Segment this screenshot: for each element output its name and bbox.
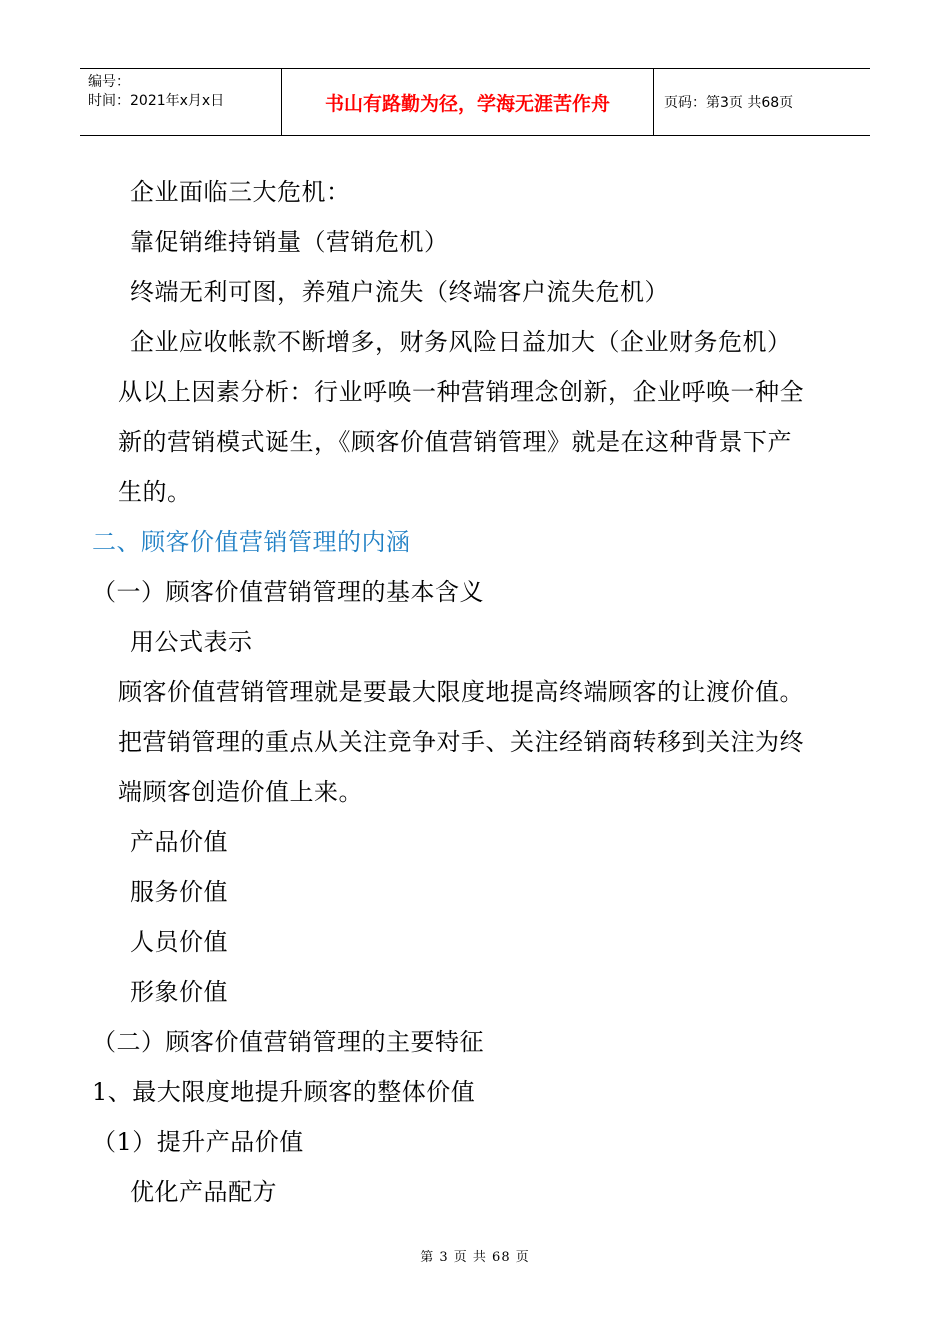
header-meta <box>80 69 282 135</box>
text-line: 优化产品配方 <box>130 1178 277 1206</box>
text-line: 用公式表示 <box>130 628 253 656</box>
text-line: 顾客价值营销管理就是要最大限度地提高终端顾客的让渡价值。 <box>118 678 804 706</box>
text-line: 端顾客创造价值上来。 <box>118 778 363 806</box>
text-line: 1、最大限度地提升顾客的整体价值 <box>92 1078 476 1106</box>
text-line: 生的。 <box>118 478 192 506</box>
header-page-info: 页码：第3页 共68页 <box>664 95 794 111</box>
subsection-heading: （二）顾客价值营销管理的主要特征 <box>92 1028 484 1056</box>
text-line: 终端无利可图，养殖户流失（终端客户流失危机） <box>130 278 669 306</box>
text-line: 靠促销维持销量（营销危机） <box>130 228 449 256</box>
list-item: 人员价值 <box>130 928 228 956</box>
list-item: 服务价值 <box>130 878 228 906</box>
text-line: 把营销管理的重点从关注竞争对手、关注经销商转移到关注为终 <box>118 728 804 756</box>
text-line: （1）提升产品价值 <box>92 1128 304 1156</box>
subsection-heading: （一）顾客价值营销管理的基本含义 <box>92 578 484 606</box>
list-item: 形象价值 <box>130 978 228 1006</box>
list-item: 产品价值 <box>130 828 228 856</box>
text-line: 企业面临三大危机： <box>130 178 351 206</box>
text-line: 企业应收帐款不断增多，财务风险日益加大（企业财务危机） <box>130 328 792 356</box>
text-line: 从以上因素分析：行业呼唤一种营销理念创新，企业呼唤一种全 <box>118 378 804 406</box>
page-footer: 第 3 页 共 68 页 <box>420 1250 530 1265</box>
time-label: 时间：2021年x月x日 <box>88 93 225 109</box>
text-line: 新的营销模式诞生，《顾客价值营销管理》就是在这种背景下产 <box>118 428 792 456</box>
header-motto: 书山有路勤为径，学海无涯苦作舟 <box>282 69 654 135</box>
number-label: 编号： <box>88 74 130 90</box>
page-header <box>80 68 870 136</box>
section-heading: 二、顾客价值营销管理的内涵 <box>92 528 411 556</box>
